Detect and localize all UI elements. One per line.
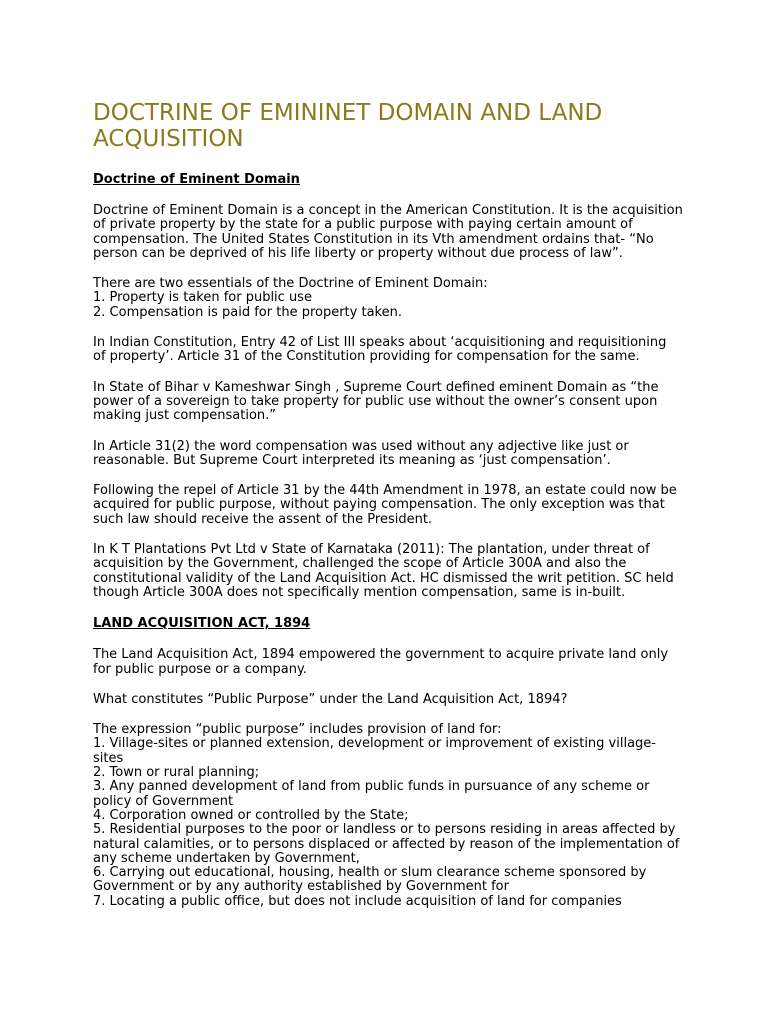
section-heading-eminent-domain: Doctrine of Eminent Domain (93, 172, 300, 187)
paragraph-article-31-2: In Article 31(2) the word compensation was used without any adjective like just or reasonable. But Supreme Court interpreted its meaning as ‘just compensation’. (93, 438, 629, 468)
paragraph-act-empowered: The Land Acquisition Act, 1894 empowered the government to acquire private land only for public purpose or a company. (93, 647, 669, 677)
public-purpose-item: 1. Village-sites or planned extension, development or improvement of existing village-sites (93, 736, 656, 766)
public-purpose-item: 6. Carrying out educational, housing, health or slum clearance scheme sponsored by Government or by any authority established by Government for (93, 865, 647, 895)
public-purpose-item: 5. Residential purposes to the poor or landless or to persons residing in areas affected by natural calamities, or to persons displaced or affected by reason of the implementation of any scheme undertaken by Government, (93, 822, 680, 866)
document-title: DOCTRINE OF EMININET DOMAIN AND LAND ACQUISITION (93, 100, 603, 152)
essentials-intro: There are two essentials of the Doctrine of Eminent Domain: (93, 276, 488, 292)
document-page (93, 100, 683, 925)
public-purpose-item: 7. Locating a public office, but does not include acquisition of land for companies (93, 893, 622, 909)
paragraph-44th-amendment: Following the repel of Article 31 by the 44th Amendment in 1978, an estate could now be acquired for public purpose, without paying compensation. The only exception was that such law should receive the assent of the President. (93, 483, 677, 527)
essentials-item: 2. Compensation is paid for the property taken. (93, 304, 402, 320)
public-purpose-item: 3. Any panned development of land from public funds in pursuance of any scheme or policy of Government (93, 779, 650, 809)
public-purpose-item: 2. Town or rural planning; (93, 765, 260, 781)
public-purpose-item: 4. Corporation owned or controlled by the State; (93, 807, 409, 823)
essentials-item: 1. Property is taken for public use (93, 290, 312, 306)
paragraph-public-purpose-question: What constitutes “Public Purpose” under the Land Acquisition Act, 1894? (93, 691, 568, 707)
paragraph-indian-constitution: In Indian Constitution, Entry 42 of List III speaks about ‘acquisitioning and requisitioning of property’. Article 31 of the Constitution providing for compensation for the same. (93, 335, 667, 365)
paragraph-definition: Doctrine of Eminent Domain is a concept in the American Constitution. It is the acquisition of private property by the state for a public purpose with paying certain amount of compensation. The United States Constitution in its Vth amendment ordains that- “No person can be deprived of his life liberty or property without due process of law”. (93, 203, 683, 261)
paragraph-kameshwar-singh: In State of Bihar v Kameshwar Singh , Supreme Court defined eminent Domain as “the power of a sovereign to take property for public use without the owner’s consent upon making just compensation.” (93, 379, 659, 424)
public-purpose-intro: The expression “public purpose” includes provision of land for: (93, 722, 502, 738)
paragraph-kt-plantations: In K T Plantations Pvt Ltd v State of Karnataka (2011): The plantation, under threat of acquisition by the Government, challenged the scope of Article 300A and also the constitutional validity of the Land Acquisition Act. HC dismissed the writ petition. SC held though Article 300A does not specifically mention compensation, same is in-built. (93, 542, 674, 600)
paragraph-essentials (93, 277, 683, 320)
section-heading-land-acquisition-act: LAND ACQUISITION ACT, 1894 (93, 616, 311, 632)
paragraph-public-purpose-list (93, 723, 683, 909)
